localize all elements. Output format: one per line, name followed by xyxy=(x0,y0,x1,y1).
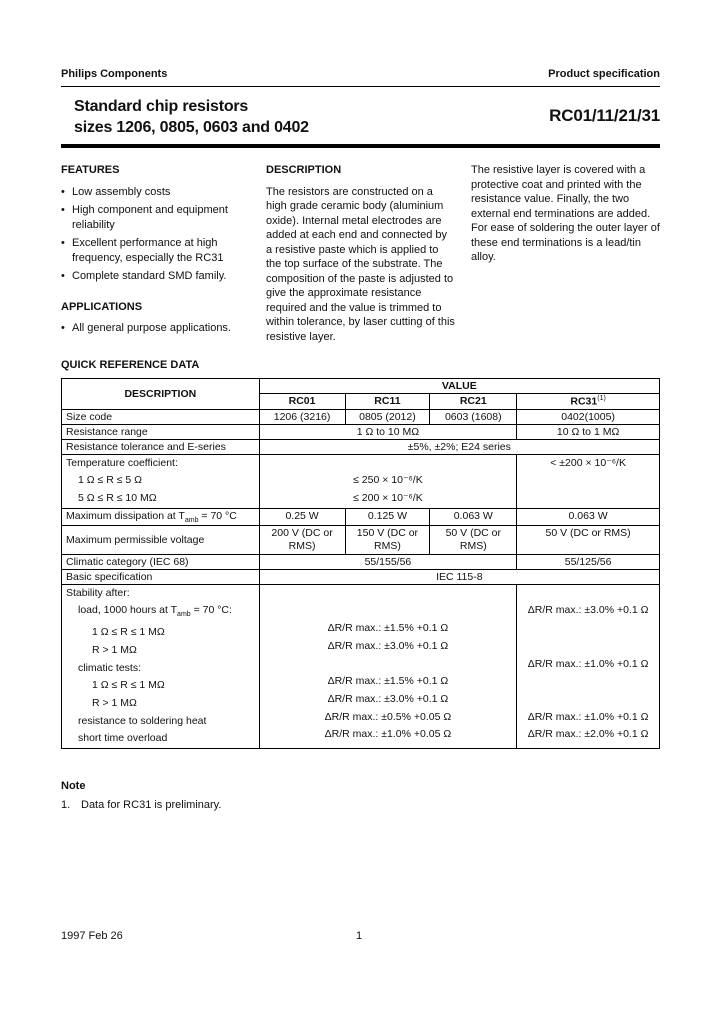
overload-value: ΔR/R max.: ±1.0% +0.05 Ω xyxy=(324,728,452,741)
solder-label: resistance to soldering heat xyxy=(78,714,207,727)
stability-rc31-values xyxy=(517,584,660,748)
page-number: 1 xyxy=(356,930,363,942)
tempco-row1-value: ≤ 250 × 10⁻⁶/K xyxy=(353,474,423,487)
quick-reference-heading: QUICK REFERENCE DATA xyxy=(61,359,200,371)
voltage-rc21: 50 V (DC or RMS) xyxy=(430,525,517,554)
table-row xyxy=(62,424,660,439)
tempco-row1-label: 1 Ω ≤ R ≤ 5 Ω xyxy=(78,474,142,487)
note-item xyxy=(61,799,221,811)
table-row xyxy=(62,454,660,508)
col-value: VALUE xyxy=(259,379,659,394)
list-item: • All general purpose applications. xyxy=(61,321,251,336)
climatic-tests-label: climatic tests: xyxy=(78,661,142,674)
resistance-range-rc31: 10 Ω to 1 MΩ xyxy=(517,424,660,439)
table-row xyxy=(62,409,660,424)
description-section xyxy=(266,163,456,344)
features-heading: FEATURES xyxy=(61,164,120,176)
basic-spec-value: IEC 115-8 xyxy=(259,569,659,584)
overload-label: short time overload xyxy=(78,732,168,745)
list-item: • Low assembly costs xyxy=(61,185,251,200)
col-rc31-note: (1) xyxy=(597,395,606,402)
table-row xyxy=(62,569,660,584)
resistance-range-label: Resistance range xyxy=(62,424,260,439)
col-description: DESCRIPTION xyxy=(62,379,260,410)
tempco-labels xyxy=(62,454,260,508)
description-text-1: The resistors are constructed on a high grade ceramic body (aluminium oxide). Internal metal electrodes are added at each end and connected by a resistive paste which is applied to the top surface of the substrate. The composition of the paste is adjusted to give the approximate resistance required and the value is trimmed to within tolerance, by laser cutting of this resistive layer. xyxy=(266,185,455,343)
climatic-r2-value: ΔR/R max.: ±3.0% +0.1 Ω xyxy=(327,692,449,705)
load-r2-value: ΔR/R max.: ±3.0% +0.1 Ω xyxy=(327,639,449,652)
col-rc11: RC11 xyxy=(345,394,430,410)
size-code-rc01: 1206 (3216) xyxy=(259,409,345,424)
basic-spec-label: Basic specification xyxy=(62,569,260,584)
voltage-rc31: 50 V (DC or RMS) xyxy=(517,525,660,554)
features-list xyxy=(61,185,251,284)
climatic-rc31: 55/125/56 xyxy=(517,554,660,569)
table-row xyxy=(62,584,660,748)
col-rc31-label: RC31 xyxy=(570,395,598,408)
table-row xyxy=(62,439,660,454)
climatic-rc31-value: ΔR/R max.: ±1.0% +0.1 Ω xyxy=(527,657,649,670)
list-item: • Excellent performance at high frequency, especially the RC31 xyxy=(61,236,251,265)
table-row xyxy=(62,508,660,525)
applications-list xyxy=(61,321,251,336)
table-row xyxy=(62,525,660,554)
note-heading: Note xyxy=(61,780,86,792)
dissipation-label: Maximum dissipation at $T_{amb} = 70$ °C xyxy=(62,508,260,525)
climatic-label: Climatic category (IEC 68) xyxy=(62,554,260,569)
document-type: Product specification xyxy=(548,68,660,80)
title-rule xyxy=(61,144,660,148)
tempco-row2-value: ≤ 200 × 10⁻⁶/K xyxy=(353,491,423,504)
size-code-rc21: 0603 (1608) xyxy=(430,409,517,424)
tempco-label: Temperature coefficient: xyxy=(66,456,178,469)
load-label: load, 1000 hours at $T_{amb} = 70$ °C: xyxy=(78,604,232,619)
tempco-rc31: < ±200 × 10⁻⁶/K xyxy=(550,456,626,469)
load-rc31: ΔR/R max.: ±3.0% +0.1 Ω xyxy=(527,604,649,617)
dissipation-rc31: 0.063 W xyxy=(517,508,660,525)
col-rc31 xyxy=(517,394,660,410)
table-row xyxy=(62,554,660,569)
tolerance-value: ±5%, ±2%; E24 series xyxy=(259,439,659,454)
load-r1-value: ΔR/R max.: ±1.5% +0.1 Ω xyxy=(327,622,449,635)
size-code-label: Size code xyxy=(62,409,260,424)
voltage-label: Maximum permissible voltage xyxy=(62,525,260,554)
overload-rc31: ΔR/R max.: ±2.0% +0.1 Ω xyxy=(527,728,649,741)
resistance-range-rc01-21: 1 Ω to 10 MΩ xyxy=(259,424,517,439)
stability-values xyxy=(259,584,517,748)
size-code-rc11: 0805 (2012) xyxy=(345,409,430,424)
tempco-values xyxy=(259,454,517,508)
note-text: Data for RC31 is preliminary. xyxy=(81,799,222,811)
voltage-rc01: 200 V (DC or RMS) xyxy=(259,525,345,554)
dissipation-rc11: 0.125 W xyxy=(345,508,430,525)
description-heading: DESCRIPTION xyxy=(266,164,342,176)
load-r2-label: R > 1 MΩ xyxy=(92,643,137,656)
features-section xyxy=(61,163,251,340)
table-row xyxy=(62,379,660,394)
description-text-2: The resistive layer is covered with a protective coat and printed with the resistance value. Finally, the two external end terminations are added. For ease of soldering the outer layer of these end terminations is a lead/tin alloy. xyxy=(471,164,660,263)
page-title xyxy=(74,96,309,138)
climatic-r1-value: ΔR/R max.: ±1.5% +0.1 Ω xyxy=(327,675,449,688)
dissipation-rc01: 0.25 W xyxy=(259,508,345,525)
list-item: • High component and equipment reliability xyxy=(61,203,251,232)
tolerance-label: Resistance tolerance and E-series xyxy=(62,439,260,454)
company-name: Philips Components xyxy=(61,68,168,80)
col-rc21: RC21 xyxy=(430,394,517,410)
note-number: 1. xyxy=(61,799,71,811)
dissipation-rc21: 0.063 W xyxy=(430,508,517,525)
stability-labels xyxy=(62,584,260,748)
title-line-1: Standard chip resistors xyxy=(74,98,249,115)
stability-label: Stability after: xyxy=(66,586,130,599)
col-rc01: RC01 xyxy=(259,394,345,410)
climatic-r2-label: R > 1 MΩ xyxy=(92,697,137,710)
part-number: RC01/11/21/31 xyxy=(549,106,660,125)
load-r1-label: 1 Ω ≤ R ≤ 1 MΩ xyxy=(92,626,165,639)
solder-value: ΔR/R max.: ±0.5% +0.05 Ω xyxy=(324,710,452,723)
applications-heading: APPLICATIONS xyxy=(61,300,143,313)
climatic-rc01-21: 55/155/56 xyxy=(259,554,517,569)
climatic-r1-label: 1 Ω ≤ R ≤ 1 MΩ xyxy=(92,679,165,692)
quick-reference-table xyxy=(61,378,660,749)
tempco-row2-label: 5 Ω ≤ R ≤ 10 MΩ xyxy=(78,491,157,504)
voltage-rc11: 150 V (DC or RMS) xyxy=(345,525,430,554)
solder-rc31: ΔR/R max.: ±1.0% +0.1 Ω xyxy=(527,710,649,723)
list-item: • Complete standard SMD family. xyxy=(61,269,251,284)
header-rule xyxy=(61,86,660,87)
tempco-rc31-cell xyxy=(517,454,660,508)
size-code-rc31: 0402(1005) xyxy=(517,409,660,424)
title-line-2: sizes 1206, 0805, 0603 and 0402 xyxy=(74,119,309,136)
footer-date: 1997 Feb 26 xyxy=(61,930,123,942)
